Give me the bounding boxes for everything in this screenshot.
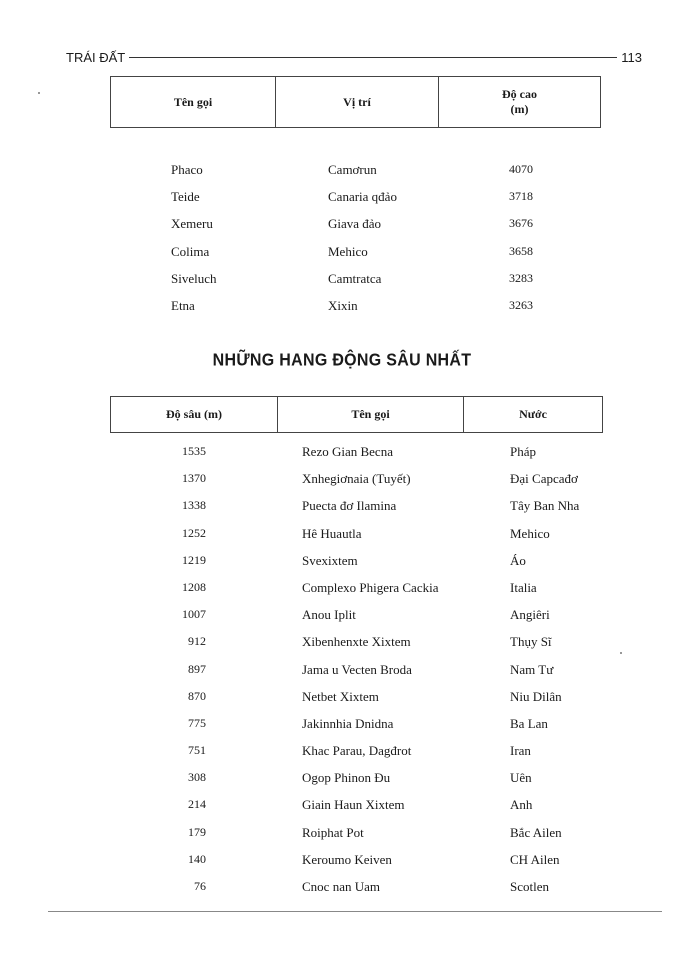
table-cell: Complexo Phigera Cackia [302, 579, 439, 595]
table-cell: Nam Tư [510, 661, 554, 677]
table-cell: 751 [188, 743, 206, 758]
table-row [0, 440, 684, 467]
table-cell: Puecta đơ Ilamina [302, 498, 397, 514]
table-cell: 3658 [509, 243, 533, 258]
scan-speck [38, 92, 40, 94]
table-cell: Mehico [510, 525, 550, 541]
table-row [0, 267, 684, 294]
column-header-location: Vị trí [275, 77, 438, 127]
table-cell: Netbet Xixtem [302, 688, 379, 704]
table-row [0, 522, 684, 549]
table-cell: Thụy Sĩ [510, 634, 552, 650]
volcano-table-header [110, 76, 601, 128]
table-cell: Phaco [171, 162, 203, 177]
table-row [0, 294, 684, 321]
table-cell: Siveluch [171, 270, 217, 286]
table-cell: Jakinnhia Dnidna [302, 715, 394, 731]
table-row [0, 158, 684, 185]
page-number: 113 [621, 49, 642, 65]
table-cell: 179 [188, 824, 206, 839]
table-row [0, 848, 684, 875]
table-cell: Anh [510, 797, 533, 813]
table-cell: Svexixtem [302, 552, 358, 568]
table-cell: Tây Ban Nha [510, 498, 580, 514]
table-cell: 3718 [509, 189, 533, 204]
table-row [0, 576, 684, 603]
table-cell: CH Ailen [510, 851, 560, 867]
table-row [0, 549, 684, 576]
volcano-table-body [0, 158, 684, 321]
table-cell: Roiphat Pot [302, 824, 364, 840]
table-cell: 3676 [509, 216, 533, 231]
table-cell: 140 [188, 851, 206, 866]
table-cell: 912 [188, 634, 206, 649]
table-cell: 870 [188, 688, 206, 703]
table-cell: Etna [171, 297, 195, 313]
table-cell: 1219 [182, 552, 206, 567]
table-cell: Giava đảo [328, 216, 382, 232]
table-cell: Cnoc nan Uam [302, 879, 380, 894]
column-header-country: Nước [463, 397, 602, 432]
cave-table-header [110, 396, 603, 433]
page-header [66, 48, 642, 66]
table-row [0, 467, 684, 494]
table-cell: Jama u Vecten Broda [302, 661, 412, 677]
column-header-name: Tên gọi [173, 94, 213, 109]
table-cell: Canaria qđảo [328, 189, 397, 205]
table-cell: Niu Dilân [510, 688, 562, 704]
table-row [0, 685, 684, 712]
table-cell: 214 [188, 797, 206, 812]
table-row [0, 212, 684, 239]
table-row [0, 185, 684, 212]
table-cell: 1535 [182, 444, 206, 458]
table-row [0, 793, 684, 820]
table-row [0, 630, 684, 657]
table-cell: Khac Parau, Dagđrot [302, 743, 412, 759]
table-cell: 76 [194, 879, 206, 893]
table-cell: 1007 [182, 607, 206, 622]
table-cell: Bắc Ailen [510, 824, 562, 840]
table-cell: Ogop Phinon Đu [302, 770, 391, 786]
scan-speck [620, 652, 622, 654]
table-cell: Xibenhenxte Xixtem [302, 634, 411, 650]
table-cell: 3283 [509, 270, 533, 285]
table-cell: Teide [171, 189, 200, 205]
column-header-height: Độ cao (m) [438, 77, 600, 127]
table-cell: 1252 [182, 525, 206, 540]
table-row [0, 240, 684, 267]
table-cell: Scotlen [510, 879, 549, 894]
table-cell: Italia [510, 579, 537, 595]
table-row [0, 766, 684, 793]
table-cell: 897 [188, 661, 206, 676]
chapter-title: TRÁI ĐẤT [66, 49, 126, 65]
table-cell: Iran [510, 743, 531, 759]
table-cell: Anou Iplit [302, 607, 356, 623]
table-cell: Camơrun [328, 162, 377, 177]
table-cell: 3263 [509, 297, 533, 312]
table-cell: Hê Huautla [302, 525, 362, 541]
table-row [0, 603, 684, 630]
table-cell: Đại Capcađơ [510, 471, 578, 487]
table-cell: Angiêri [510, 607, 550, 623]
table-row [0, 712, 684, 739]
header-rule [129, 57, 617, 58]
column-header-name: Tên gọi [277, 397, 463, 432]
table-cell: Mehico [328, 243, 368, 259]
table-cell: Áo [510, 552, 526, 568]
table-row [0, 739, 684, 766]
table-cell: Uên [510, 770, 532, 786]
table-cell: Colima [171, 243, 210, 259]
table-cell: Giain Haun Xixtem [302, 797, 405, 813]
table-row [0, 875, 684, 902]
table-row [0, 821, 684, 848]
table-cell: 1338 [182, 498, 206, 513]
table-cell: Ba Lan [510, 715, 548, 731]
section-title: NHỮNG HANG ĐỘNG SÂU NHẤT [212, 351, 472, 370]
column-header-depth: Độ sâu (m) [166, 407, 222, 421]
table-cell: 308 [188, 770, 206, 785]
table-row [0, 494, 684, 521]
bottom-rule [48, 911, 662, 912]
cave-table-body [0, 440, 684, 902]
table-cell: 1208 [182, 579, 206, 594]
table-cell: Xemeru [171, 216, 213, 232]
table-cell: Xixin [328, 297, 358, 313]
table-row [0, 658, 684, 685]
table-cell: Keroumo Keiven [302, 851, 392, 867]
table-cell: Rezo Gian Becna [302, 444, 393, 459]
table-cell: Camtratca [328, 270, 382, 286]
table-cell: 1370 [182, 471, 206, 486]
table-cell: 4070 [509, 162, 533, 176]
table-cell: Xnhegiơnaia (Tuyết) [302, 471, 411, 487]
table-cell: 775 [188, 715, 206, 730]
table-cell: Pháp [510, 444, 536, 459]
